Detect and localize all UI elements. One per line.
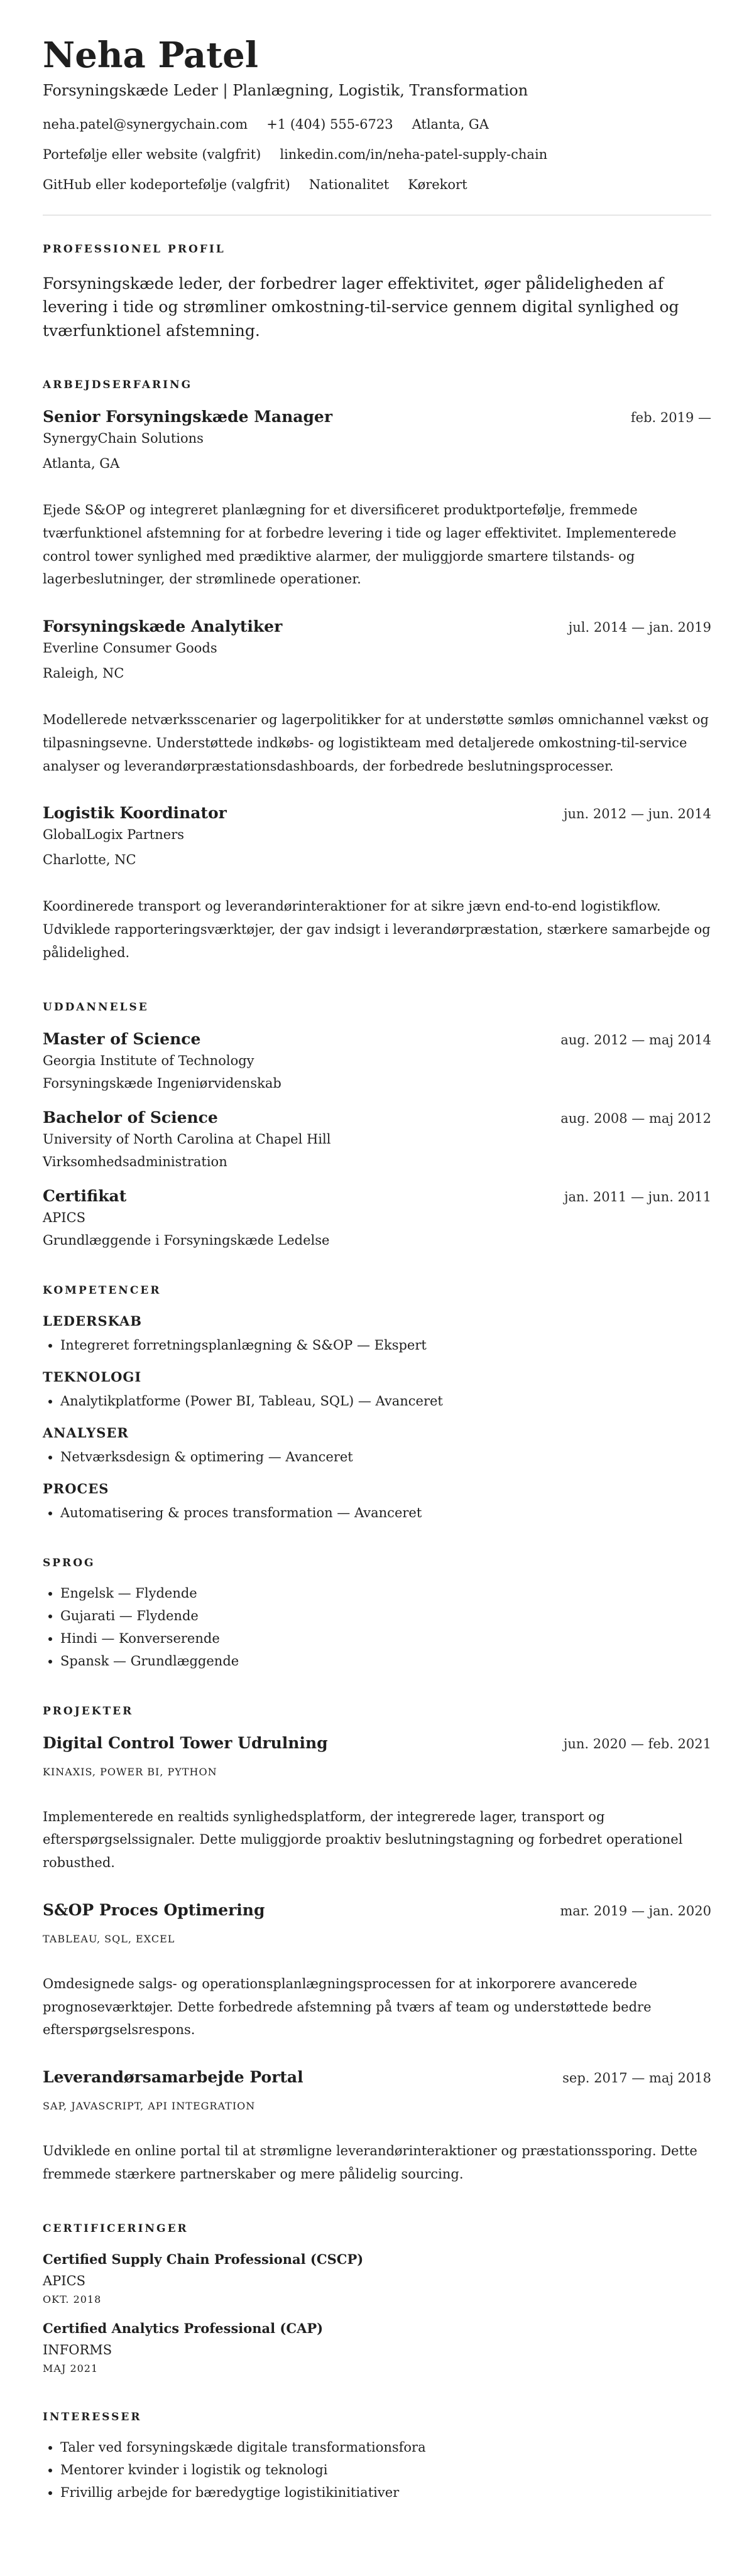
interest-item: • Mentorer kvinder i logistik og teknologi (60, 2462, 711, 2477)
candidate-name: Neha Patel (43, 35, 258, 76)
section-title: PROJEKTER (43, 1704, 134, 1718)
languages-section (43, 1557, 711, 1669)
field-of-study: Virksomhedsadministration (43, 1154, 227, 1169)
job-location: Raleigh, NC (43, 666, 124, 681)
job-title: Logistik Koordinator (43, 804, 227, 823)
job-location: Atlanta, GA (43, 456, 120, 472)
section-title: INTERESSER (43, 2410, 142, 2423)
skill-item: • Automatisering & proces transformation — Avanceret (60, 1505, 711, 1520)
school-name: University of North Carolina at Chapel Hill (43, 1131, 331, 1147)
certification-date: OKT. 2018 (43, 2293, 102, 2305)
job-description: Koordinerede transport og leverandørinteraktioner for at sikre jævn end-to-end logistikflow. Udviklede rapporteringsværktøjer, der gav indsigt i leverandørpræstation, stærkere samarbejde og pålidelighed. (43, 899, 711, 960)
language-item: • Hindi — Konverserende (60, 1631, 711, 1646)
school-name: Georgia Institute of Technology (43, 1053, 254, 1068)
projects-section (43, 1705, 711, 2186)
project-title: S&OP Proces Optimering (43, 1900, 265, 1919)
linkedin-link[interactable]: linkedin.com/in/neha-patel-supply-chain (280, 146, 548, 162)
project-title: Digital Control Tower Udrulning (43, 1733, 328, 1752)
field-of-study: Forsyningskæde Ingeniørvidenskab (43, 1075, 281, 1091)
section-title: ARBEJDSERFARING (43, 379, 193, 392)
experience-entry (43, 408, 711, 591)
skill-category: LEDERSKAB (43, 1312, 143, 1329)
project-entry (43, 1901, 711, 2042)
candidate-headline: Forsyningskæde Leder | Planlægning, Logistik, Transformation (43, 81, 528, 99)
job-description: Modellerede netværksscenarier og lagerpolitikker for at understøtte sømløs omnichannel vækst og tilpasningsevne. Understøttede indkøbs- og logistikteam med detaljerede omkostning-til-service analyser og leverandørpræstationsdashboards, der forbedrede beslutningsprocesser. (43, 712, 709, 774)
certifications-section (43, 2222, 711, 2374)
project-entry (43, 2068, 711, 2186)
section-title: CERTIFICERINGER (43, 2222, 188, 2235)
certification-name: Certified Supply Chain Professional (CSCP) (43, 2251, 364, 2267)
school-name: APICS (43, 1210, 86, 1225)
education-dates: aug. 2012 — maj 2014 (560, 1032, 711, 1047)
skills-section (43, 1284, 711, 1520)
certification-name: Certified Analytics Professional (CAP) (43, 2320, 324, 2336)
certification-date: MAJ 2021 (43, 2362, 99, 2374)
skill-category: PROCES (43, 1480, 109, 1496)
skill-item: • Integreret forretningsplanlægning & S&OP — Ekspert (60, 1338, 711, 1353)
interest-list (43, 2440, 711, 2500)
education-dates: jan. 2011 — jun. 2011 (564, 1189, 711, 1204)
education-entry (43, 1187, 711, 1248)
project-tech: SAP, JAVASCRIPT, API INTEGRATION (43, 2100, 256, 2113)
field-of-study: Grundlæggende i Forsyningskæde Ledelse (43, 1232, 330, 1248)
profile-text: Forsyningskæde leder, der forbedrer lager effektivitet, øger pålideligheden af levering i tide og strømliner omkostning-til-service gennem digital synlighed og tværfunktionel afstemning. (43, 274, 679, 340)
skill-list (43, 1449, 711, 1464)
location-text: Atlanta, GA (412, 116, 489, 132)
language-item: • Spansk — Grundlæggende (60, 1653, 711, 1669)
degree-title: Certifikat (43, 1186, 127, 1205)
education-entry (43, 1030, 711, 1091)
contact-row (43, 117, 711, 132)
job-location: Charlotte, NC (43, 852, 136, 868)
degree-title: Master of Science (43, 1029, 201, 1048)
portfolio-link[interactable]: Portefølje eller website (valgfrit) (43, 146, 261, 162)
certification-entry (43, 2251, 711, 2305)
certification-org: INFORMS (43, 2342, 112, 2357)
certification-org: APICS (43, 2273, 86, 2288)
skill-category: TEKNOLOGI (43, 1368, 142, 1385)
project-tech: TABLEAU, SQL, EXCEL (43, 1932, 175, 1945)
project-entry (43, 1734, 711, 1875)
project-dates: jun. 2020 — feb. 2021 (563, 1736, 711, 1751)
skill-item: • Analytikplatforme (Power BI, Tableau, SQL) — Avanceret (60, 1394, 711, 1409)
drivers-license-text: Kørekort (408, 176, 467, 192)
experience-entry (43, 804, 711, 964)
section-title: UDDANNELSE (43, 1000, 149, 1014)
project-dates: sep. 2017 — maj 2018 (562, 2070, 711, 2086)
company-name: GlobalLogix Partners (43, 827, 185, 843)
section-title: SPROG (43, 1556, 96, 1569)
project-tech: KINAXIS, POWER BI, PYTHON (43, 1765, 217, 1778)
nationality-text: Nationalitet (309, 176, 390, 192)
project-description: Udviklede en online portal til at strømligne leverandørinteraktioner og præstationssporing. Dette fremmede stærkere partnerskaber og mere pålidelig sourcing. (43, 2143, 697, 2182)
job-dates: feb. 2019 — (630, 410, 711, 426)
project-title: Leverandørsamarbejde Portal (43, 2068, 303, 2087)
contact-row (43, 147, 711, 162)
contact-row (43, 177, 711, 192)
experience-section (43, 379, 711, 965)
interests-section (43, 2411, 711, 2500)
job-dates: jul. 2014 — jan. 2019 (568, 620, 711, 636)
project-dates: mar. 2019 — jan. 2020 (560, 1903, 711, 1918)
education-dates: aug. 2008 — maj 2012 (560, 1110, 711, 1126)
company-name: Everline Consumer Goods (43, 641, 217, 656)
company-name: SynergyChain Solutions (43, 431, 204, 446)
section-title: PROFESSIONEL PROFIL (43, 242, 226, 256)
job-dates: jun. 2012 — jun. 2014 (563, 806, 711, 822)
email-link[interactable]: neha.patel@synergychain.com (43, 116, 248, 132)
profile-section (43, 243, 711, 343)
skill-list (43, 1394, 711, 1409)
github-link[interactable]: GitHub eller kodeportefølje (valgfrit) (43, 176, 290, 192)
degree-title: Bachelor of Science (43, 1108, 218, 1127)
project-description: Implementerede en realtids synlighedsplatform, der integrerede lager, transport og efterspørgselssignaler. Dette muliggjorde proaktiv beslutningstagning og forbedret operationel robusthed. (43, 1809, 683, 1871)
interest-item: • Frivillig arbejde for bæredygtige logistikinitiativer (60, 2485, 711, 2500)
interest-item: • Taler ved forsyningskæde digitale transformationsfora (60, 2440, 711, 2455)
phone-number[interactable]: +1 (404) 555-6723 (266, 116, 393, 132)
skill-item: • Netværksdesign & optimering — Avanceret (60, 1449, 711, 1464)
skill-list (43, 1505, 711, 1520)
resume-header (43, 36, 711, 192)
job-description: Ejede S&OP og integreret planlægning for et diversificeret produktportefølje, fremmede tværfunktionel afstemning for at forbedre levering i tide og lager effektivitet. Implementerede control tower synlighed med prædiktive alarmer, der muliggjorde smartere tilstands- og lagerbeslutninger, der strømlinede operationer. (43, 502, 677, 587)
language-list (43, 1586, 711, 1669)
skill-list (43, 1338, 711, 1353)
language-item: • Gujarati — Flydende (60, 1608, 711, 1623)
project-description: Omdesignede salgs- og operationsplanlægningsprocessen for at inkorporere avancerede prognoseværktøjer. Dette forbedrede afstemning på tværs af team og understøttede bedre efterspørgselsrespons. (43, 1976, 652, 2038)
job-title: Senior Forsyningskæde Manager (43, 408, 333, 426)
section-title: KOMPETENCER (43, 1284, 161, 1297)
language-item: • Engelsk — Flydende (60, 1586, 711, 1601)
skill-category: ANALYSER (43, 1424, 129, 1441)
education-entry (43, 1108, 711, 1169)
education-section (43, 1001, 711, 1248)
experience-entry (43, 617, 711, 777)
certification-entry (43, 2320, 711, 2374)
job-title: Forsyningskæde Analytiker (43, 617, 283, 636)
